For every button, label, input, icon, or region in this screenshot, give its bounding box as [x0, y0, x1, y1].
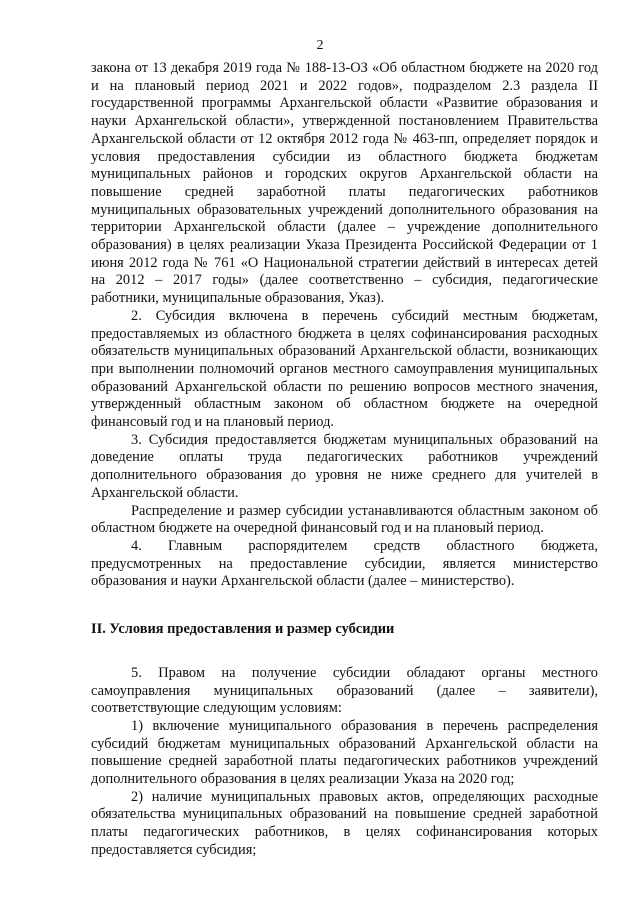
document-body	[91, 60, 598, 860]
paragraph-distribution: Распределение и размер субсидии устанавливаются областным законом об областном бюджете на очередной финансовый год и на плановый период.	[91, 502, 598, 537]
paragraph-item-2: 2. Субсидия включена в перечень субсидий местным бюджетам, предоставляемых из областного бюджета в целях софинансирования расходных обязательств муниципальных образований Архангельской области, возникающих при выполнении полномочий органов местного самоуправления муниципальных образований Архангельской области по решению вопросов местного значения, утвержденный областным законом об областном бюджете на очередной финансовый год и на плановый период.	[91, 307, 598, 431]
paragraph-continuation: закона от 13 декабря 2019 года № 188-13-ОЗ «Об областном бюджете на 2020 год и на плановый период 2021 и 2022 годов», подразделом 2.3 раздела II государственной программы Архангельской области «Развитие образования и науки Архангельской области», утвержденной постановлением Правительства Архангельской области от 12 октября 2012 года № 463-пп, определяет порядок и условия предоставления субсидии из областного бюджета бюджетам муниципальных районов и городских округов Архангельской области на повышение средней заработной платы педагогических работников муниципальных образовательных учреждений дополнительного образования на территории Архангельской области (далее – учреждение дополнительного образования) в целях реализации Указа Президента Российской Федерации от 1 июня 2012 года № 761 «О Национальной стратегии действий в интересах детей на 2012 – 2017 годы» (далее соответственно – субсидия, педагогические работники, муниципальные образования, Указ).	[91, 60, 598, 307]
paragraph-condition-1: 1) включение муниципального образования в перечень распределения субсидий бюджетам муниципальных образований Архангельской области на повышение средней заработной платы педагогических работников учреждений дополнительного образования в целях реализации Указа на 2020 год;	[91, 717, 598, 788]
paragraph-item-4: 4. Главным распорядителем средств областного бюджета, предусмотренных на предоставление субсидии, является министерство образования и науки Архангельской области (далее – министерство).	[91, 537, 598, 590]
paragraph-condition-2: 2) наличие муниципальных правовых актов, определяющих расходные обязательства муниципальных образований на повышение средней заработной платы педагогических работников, в целях софинансирования которых предоставляется субсидия;	[91, 788, 598, 858]
paragraph-item-5: 5. Правом на получение субсидии обладают органы местного самоуправления муниципальных образований (далее – заявители), соответствующие следующим условиям:	[91, 664, 598, 717]
page-number: 2	[316, 38, 324, 53]
paragraph-item-3: 3. Субсидия предоставляется бюджетам муниципальных образований на доведение оплаты труда педагогических работников учреждений дополнительного образования до уровня не ниже среднего для учителей в Архангельской области.	[91, 431, 598, 501]
section-heading: II. Условия предоставления и размер субсидии	[91, 621, 395, 638]
